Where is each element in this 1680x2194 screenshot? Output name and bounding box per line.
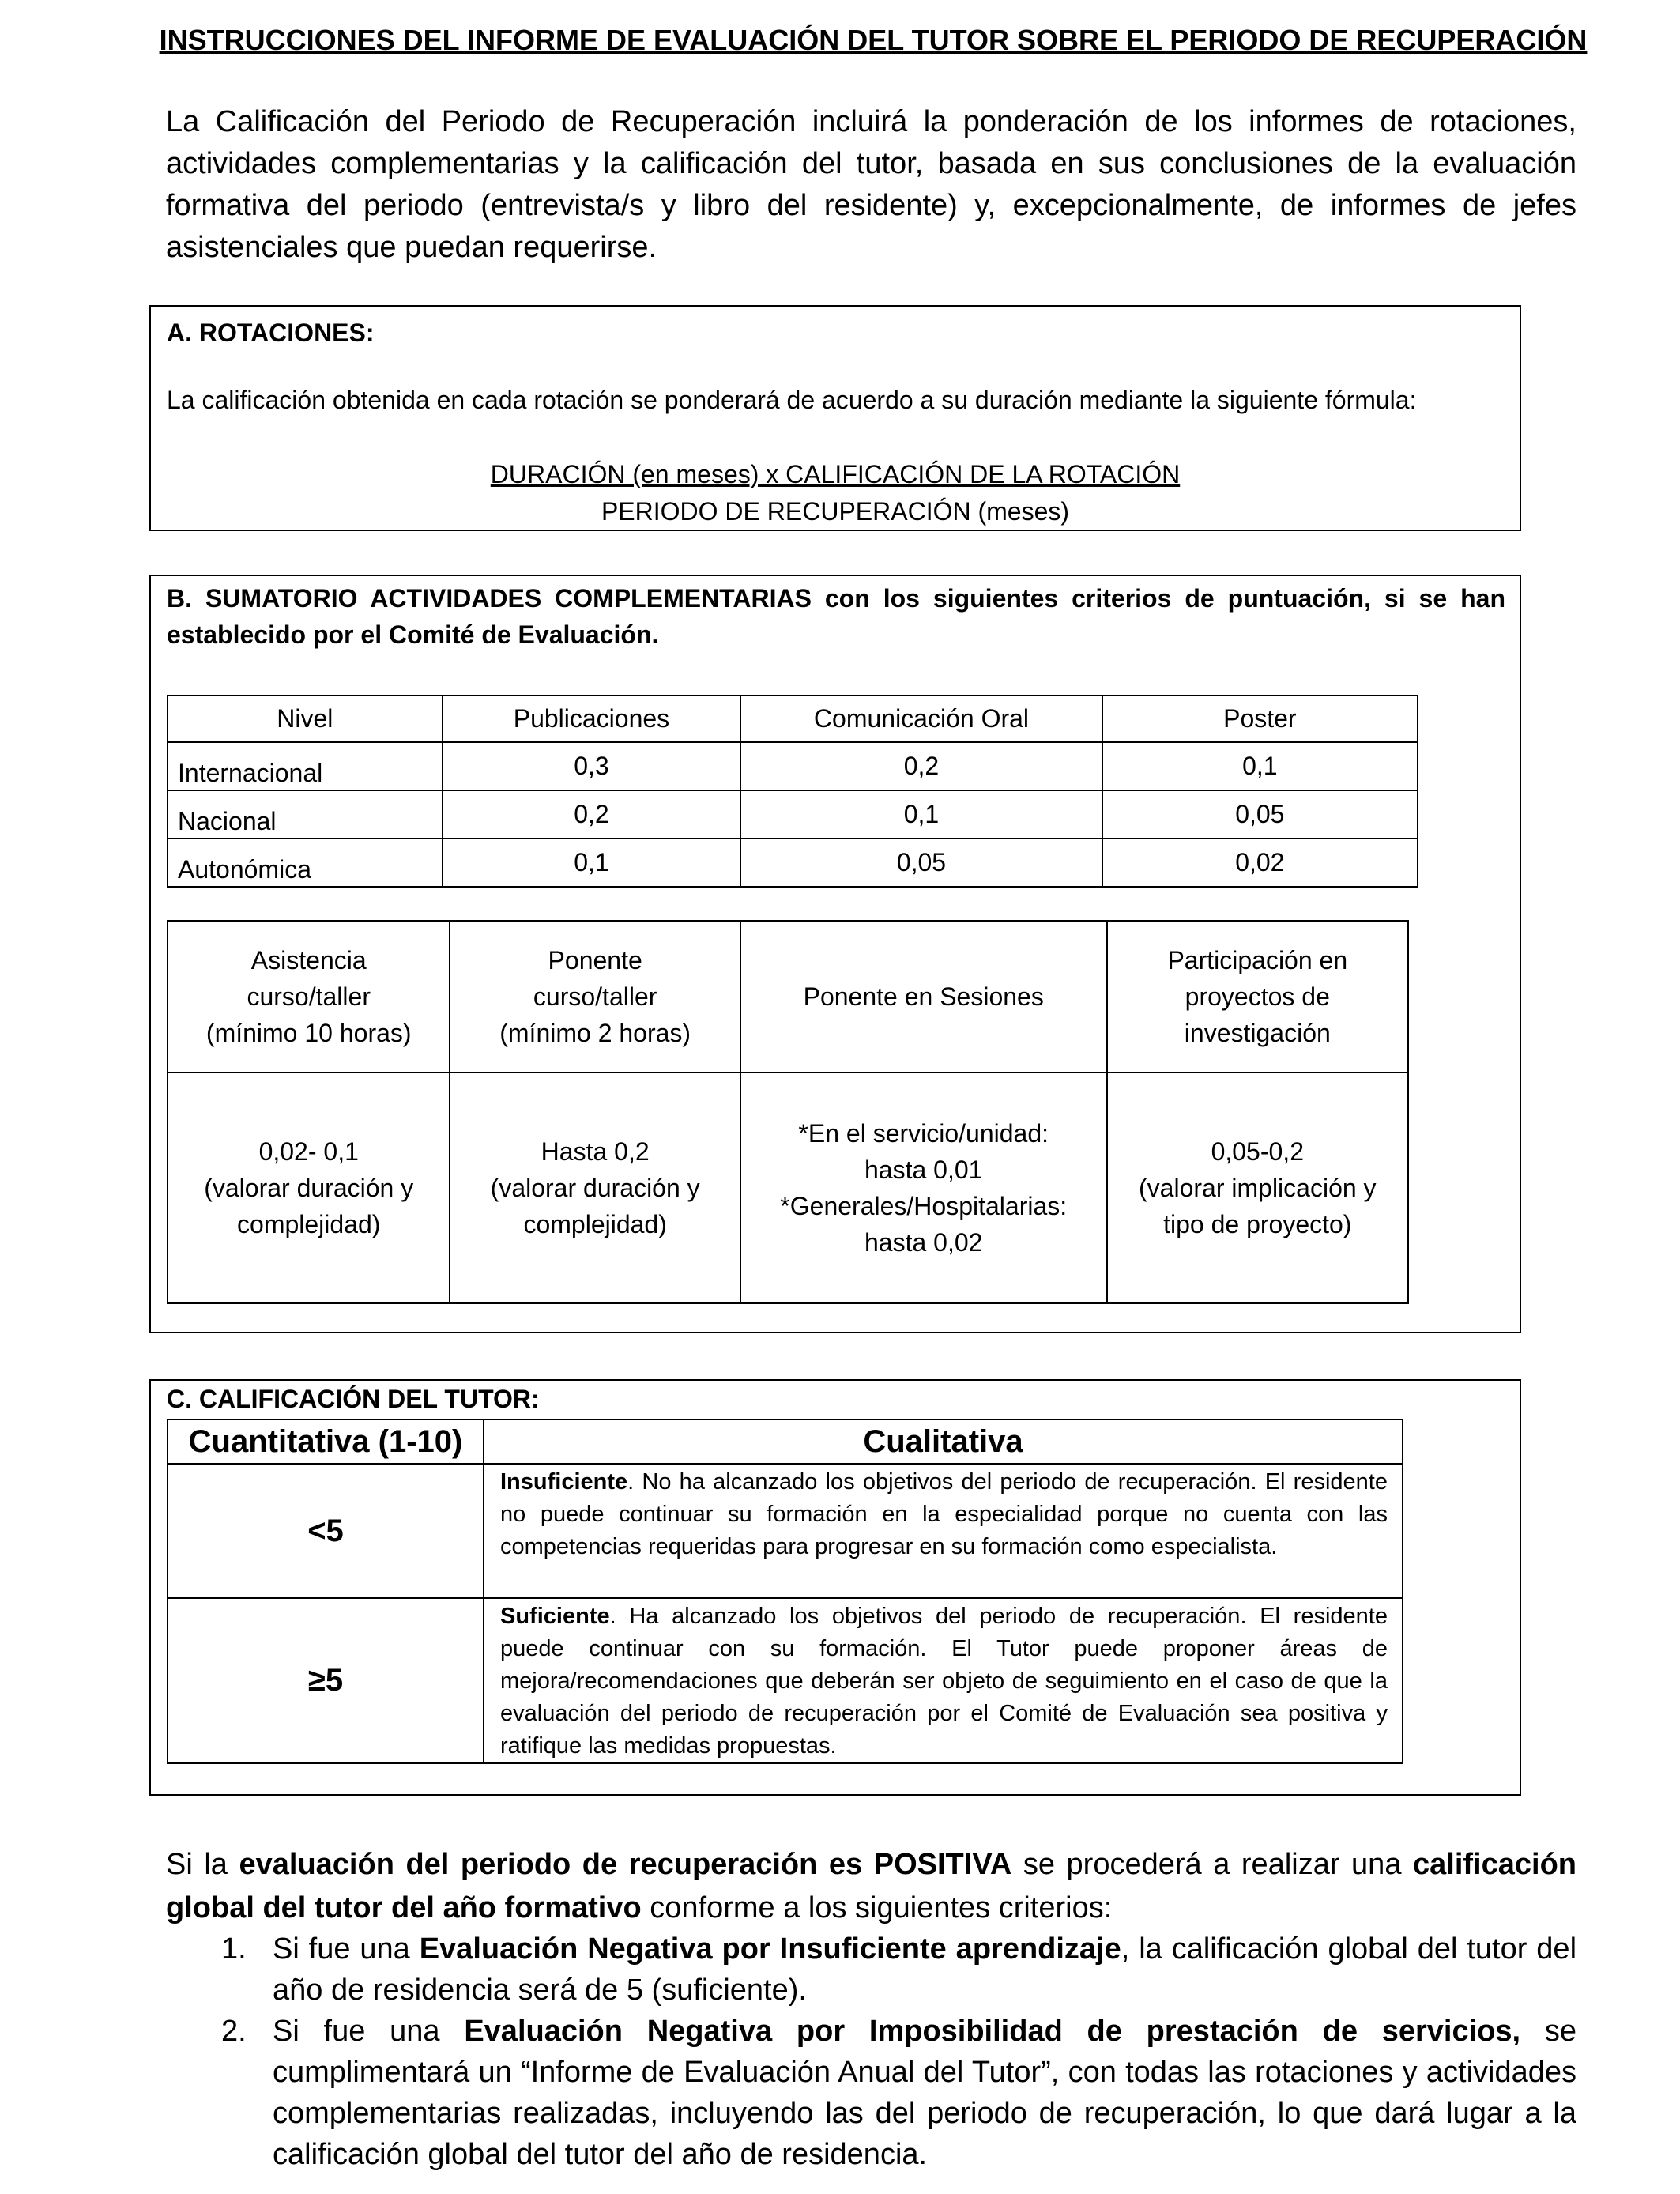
table-header-cell: Publicaciones bbox=[443, 696, 741, 742]
section-a-heading: A. ROTACIONES: bbox=[167, 319, 375, 347]
formula-denominator: PERIODO DE RECUPERACIÓN (meses) bbox=[601, 497, 1070, 526]
table-cell: Hasta 0,2 (valorar duración y complejidad) bbox=[450, 1072, 740, 1303]
table-cell: Nacional bbox=[168, 790, 443, 839]
table-cell: 0,1 bbox=[1102, 742, 1418, 790]
section-c-heading: C. CALIFICACIÓN DEL TUTOR: bbox=[167, 1385, 540, 1413]
table-header-cell: Participación en proyectos de investigación bbox=[1107, 921, 1408, 1072]
activity-level-table bbox=[167, 695, 1418, 888]
table-header-cell: Nivel bbox=[168, 696, 443, 742]
table-row bbox=[168, 1464, 1403, 1598]
list-item: 2. Si fue una Evaluación Negativa por Imposibilidad de prestación de servicios, se cumplimentará un “Informe de Evaluación Anual del Tutor”, con todas las rotaciones y actividades complementarias realizadas, incluyendo las del periodo de recuperación, lo que dará lugar a la calificación global del tutor del año de residencia. bbox=[221, 2015, 1576, 2171]
table-cell: 0,1 bbox=[740, 790, 1102, 839]
section-b-heading: B. SUMATORIO ACTIVIDADES COMPLEMENTARIAS con los siguientes criterios de puntuación, si se han establecido por el Comité de Evaluación. bbox=[167, 584, 1505, 649]
table-cell: 0,05 bbox=[740, 839, 1102, 887]
table-header-cell: Ponente en Sesiones bbox=[740, 921, 1107, 1072]
document-title: INSTRUCCIONES DEL INFORME DE EVALUACIÓN DEL TUTOR SOBRE EL PERIODO DE RECUPERACIÓN bbox=[159, 24, 1588, 56]
table-cell: 0,1 bbox=[443, 839, 741, 887]
table-cell: 0,05 bbox=[1102, 790, 1418, 839]
score-cell: <5 bbox=[168, 1464, 484, 1598]
table-cell: 0,02 bbox=[1102, 839, 1418, 887]
intro-paragraph: La Calificación del Periodo de Recuperación incluirá la ponderación de los informes de rotaciones, actividades complementarias y la calificación del tutor, basada en sus conclusiones de la evaluación formativa del periodo (entrevista/s y libro del residente) y, excepcionalmente, de informes de jefes asistenciales que puedan requerirse. bbox=[166, 105, 1576, 264]
section-c-box bbox=[149, 1379, 1521, 1796]
description-cell: Suficiente. Ha alcanzado los objetivos del periodo de recuperación. El residente puede continuar con su formación. El Tutor puede proponer áreas de mejora/recomendaciones que deberán ser objeto de seguimiento en el caso de que la evaluación del periodo de recuperación por el Comité de Evaluación sea positiva y ratifique las medidas propuestas. bbox=[484, 1598, 1403, 1763]
activity-type-table bbox=[167, 920, 1409, 1304]
table-cell: Autonómica bbox=[168, 839, 443, 887]
tutor-grade-table bbox=[167, 1419, 1403, 1764]
table-header-cell: Cualitativa bbox=[484, 1419, 1403, 1464]
table-cell: 0,05-0,2 (valorar implicación y tipo de proyecto) bbox=[1107, 1072, 1408, 1303]
table-header-row bbox=[168, 1419, 1403, 1464]
table-cell: 0,3 bbox=[443, 742, 741, 790]
formula-numerator: DURACIÓN (en meses) x CALIFICACIÓN DE LA ROTACIÓN bbox=[490, 460, 1181, 488]
table-row bbox=[168, 1072, 1408, 1303]
list-item: 1. Si fue una Evaluación Negativa por Insuficiente aprendizaje, la calificación global del tutor del año de residencia será de 5 (suficiente). bbox=[221, 1932, 1577, 2007]
table-row bbox=[168, 839, 1418, 887]
table-cell: 0,02- 0,1 (valorar duración y complejidad) bbox=[168, 1072, 450, 1303]
closing-paragraph: Si la evaluación del periodo de recuperación es POSITIVA se procederá a realizar una calificación global del tutor del año formativo conforme a los siguientes criterios: bbox=[166, 1848, 1576, 1924]
table-cell: *En el servicio/unidad: hasta 0,01 *Generales/Hospitalarias: hasta 0,02 bbox=[740, 1072, 1107, 1303]
table-header-cell: Poster bbox=[1102, 696, 1418, 742]
table-header-cell: Ponente curso/taller (mínimo 2 horas) bbox=[450, 921, 740, 1072]
table-row bbox=[168, 1598, 1403, 1763]
table-cell: Internacional bbox=[168, 742, 443, 790]
score-cell: ≥5 bbox=[168, 1598, 484, 1763]
section-b-box bbox=[149, 575, 1521, 1333]
description-cell: Insuficiente. No ha alcanzado los objetivos del periodo de recuperación. El residente no puede continuar su formación en la especialidad porque no cuenta con las competencias requeridas para progresar en su formación como especialista. bbox=[484, 1464, 1403, 1598]
table-cell: 0,2 bbox=[443, 790, 741, 839]
section-a-box bbox=[149, 305, 1521, 531]
table-header-cell: Asistencia curso/taller (mínimo 10 horas) bbox=[168, 921, 450, 1072]
table-header-cell: Cuantitativa (1-10) bbox=[168, 1419, 484, 1464]
table-header-row bbox=[168, 696, 1418, 742]
table-header-row bbox=[168, 921, 1408, 1072]
table-cell: 0,2 bbox=[740, 742, 1102, 790]
table-row bbox=[168, 742, 1418, 790]
table-header-cell: Comunicación Oral bbox=[740, 696, 1102, 742]
table-row bbox=[168, 790, 1418, 839]
section-a-text: La calificación obtenida en cada rotación se ponderará de acuerdo a su duración mediante la siguiente fórmula: bbox=[167, 386, 1417, 414]
criteria-list bbox=[166, 1928, 1576, 2175]
